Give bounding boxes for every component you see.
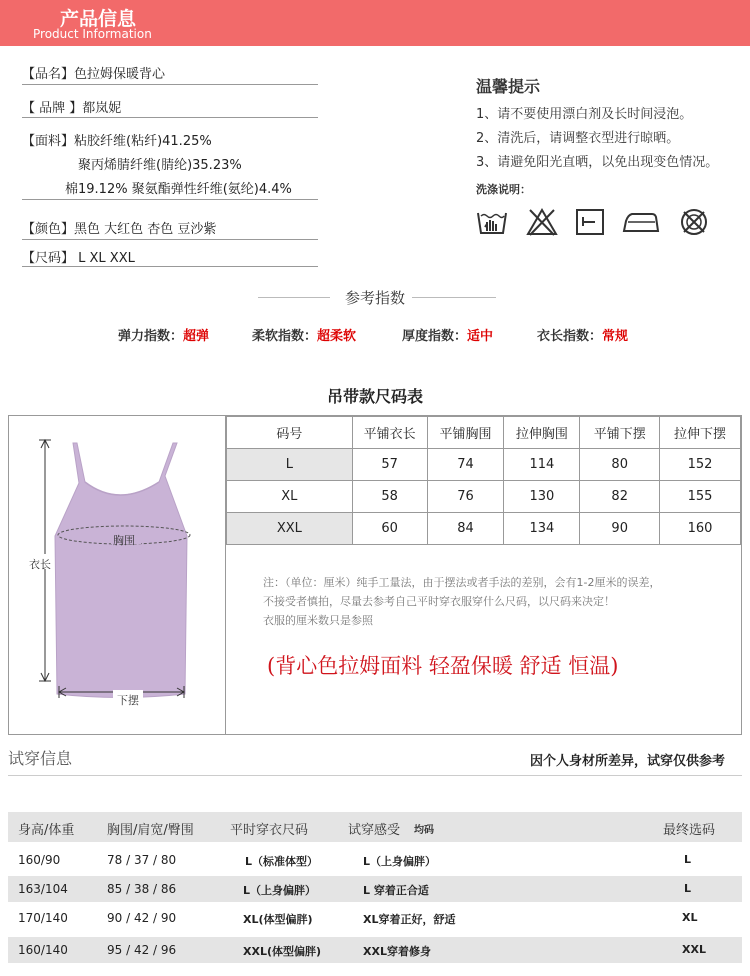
try-cell: 85 / 38 / 86 [107, 882, 177, 896]
tip-1: 1、请不要使用漂白剂及长时间浸泡。 [476, 107, 693, 122]
product-slogan: (背心色拉姆面料 轻盈保暖 舒适 恒温) [267, 654, 619, 678]
try-on-title: 试穿信息 [8, 749, 73, 768]
try-on-row [8, 847, 742, 873]
size-cell: 114 [504, 449, 580, 481]
tip-2: 2、清洗后，请调整衣型进行晾晒。 [476, 131, 680, 146]
ref-length: 衣长指数：常规 [537, 329, 629, 344]
try-on-row [8, 876, 742, 902]
tank-top-illustration [9, 416, 226, 734]
ref-thickness: 厚度指数：适中 [402, 329, 494, 344]
product-colors: 【颜色】黑色 大红色 杏色 豆沙紫 [22, 222, 217, 237]
try-cell: L 穿着正合适 [363, 884, 429, 897]
size-cell: 84 [427, 513, 504, 545]
label-length: 衣长 [29, 558, 51, 571]
divider [22, 266, 318, 267]
size-col-header: 平铺下摆 [580, 417, 660, 449]
size-cell: 160 [660, 513, 741, 545]
size-cell: XL [227, 481, 353, 513]
try-cell: L [684, 853, 692, 866]
label-hem: 下摆 [117, 694, 139, 707]
size-col-header: 平铺衣长 [352, 417, 427, 449]
try-cell: L（上身偏胖） [243, 884, 317, 897]
try-cell: 90 / 42 / 90 [107, 911, 177, 925]
size-col-header: 码号 [227, 417, 353, 449]
label-chest: 胸围 [113, 534, 135, 547]
divider [22, 117, 318, 118]
reference-title: 参考指数 [344, 289, 405, 307]
try-col-header: 胸围/肩宽/臀围 [107, 823, 194, 838]
try-cell: 160/90 [18, 853, 61, 867]
try-cell: L [684, 882, 692, 895]
try-cell: XL穿着正好，舒适 [363, 913, 456, 926]
try-cell: 160/140 [18, 943, 68, 957]
ref-elasticity: 弹力指数：超弹 [118, 329, 210, 344]
tips-title: 温馨提示 [476, 77, 541, 96]
try-cell: XXL(体型偏胖) [243, 945, 322, 958]
size-cell: L [227, 449, 353, 481]
size-cell: 58 [352, 481, 427, 513]
try-col-header: 试穿感受 [348, 823, 401, 838]
line-dry-icon [574, 207, 606, 237]
product-fabric-3: 棉19.12% 聚氨酯弹性纤维(氨纶)4.4% [65, 182, 292, 197]
size-cell: 57 [352, 449, 427, 481]
size-table [226, 416, 741, 545]
hand-wash-icon [476, 207, 508, 237]
size-cell: 90 [580, 513, 660, 545]
ref-softness: 柔软指数：超柔软 [252, 329, 357, 344]
try-col-header: 身高/体重 [18, 823, 75, 838]
size-col-header: 拉伸下摆 [660, 417, 741, 449]
wash-label: 洗涤说明： [476, 183, 531, 196]
header-title: 产品信息 [60, 8, 137, 30]
size-note-2: 不接受者慎拍，尽量去参考自己平时穿衣服穿什么尺码，以尺码来决定！ [263, 595, 615, 608]
size-cell: 82 [580, 481, 660, 513]
try-col-header: 最终选码 [663, 823, 716, 838]
size-cell: 74 [427, 449, 504, 481]
no-bleach-icon [526, 207, 558, 237]
size-cell: 155 [660, 481, 741, 513]
divider [22, 199, 318, 200]
tip-3: 3、请避免阳光直晒，以免出现变色情况。 [476, 155, 719, 170]
try-on-row [8, 937, 742, 963]
product-fabric-2: 聚丙烯腈纤维(腈纶)35.23% [78, 158, 242, 173]
garment-figure [9, 416, 226, 734]
size-cell: 80 [580, 449, 660, 481]
header-subtitle: Product Information [33, 27, 152, 41]
try-cell: XXL穿着修身 [363, 945, 431, 958]
divider [22, 84, 318, 85]
try-cell: XL(体型偏胖) [243, 913, 313, 926]
try-cell: 170/140 [18, 911, 68, 925]
size-cell: 76 [427, 481, 504, 513]
product-sizes: 【尺码】 L XL XXL [22, 251, 135, 266]
try-on-header [8, 812, 742, 842]
no-tumble-dry-icon [678, 207, 710, 237]
size-note-1: 注：（单位：厘米）纯手工量法，由于摆法或者手法的差别，会有1-2厘米的误差， [263, 576, 661, 589]
try-cell: XL [682, 911, 698, 924]
try-col-header-sub: 均码 [414, 825, 434, 836]
size-cell: 130 [504, 481, 580, 513]
size-col-header: 拉伸胸围 [504, 417, 580, 449]
size-cell: XXL [227, 513, 353, 545]
try-cell: XXL [682, 943, 706, 956]
header-banner [0, 0, 750, 46]
try-on-row [8, 905, 742, 931]
product-brand: 【 品牌 】都岚妮 [22, 101, 122, 116]
try-cell: 163/104 [18, 882, 68, 896]
product-name: 【品名】色拉姆保暖背心 [22, 67, 166, 82]
try-cell: L（标准体型） [245, 855, 319, 868]
try-col-header: 平时穿衣尺码 [230, 823, 309, 838]
try-cell: 78 / 37 / 80 [107, 853, 177, 867]
try-on-disclaimer: 因个人身材所差异，试穿仅供参考 [530, 754, 726, 769]
try-cell: 95 / 42 / 96 [107, 943, 177, 957]
size-note-3: 衣服的厘米数只是参照 [263, 614, 373, 627]
divider [22, 239, 318, 240]
size-col-header: 平铺胸围 [427, 417, 504, 449]
product-fabric-1: 【面料】粘胶纤维(粘纤)41.25% [22, 134, 212, 149]
size-chart-title: 吊带款尺码表 [326, 387, 423, 406]
divider [8, 775, 742, 776]
try-cell: L（上身偏胖） [363, 855, 437, 868]
size-cell: 134 [504, 513, 580, 545]
size-cell: 60 [352, 513, 427, 545]
iron-icon [622, 207, 660, 237]
size-cell: 152 [660, 449, 741, 481]
